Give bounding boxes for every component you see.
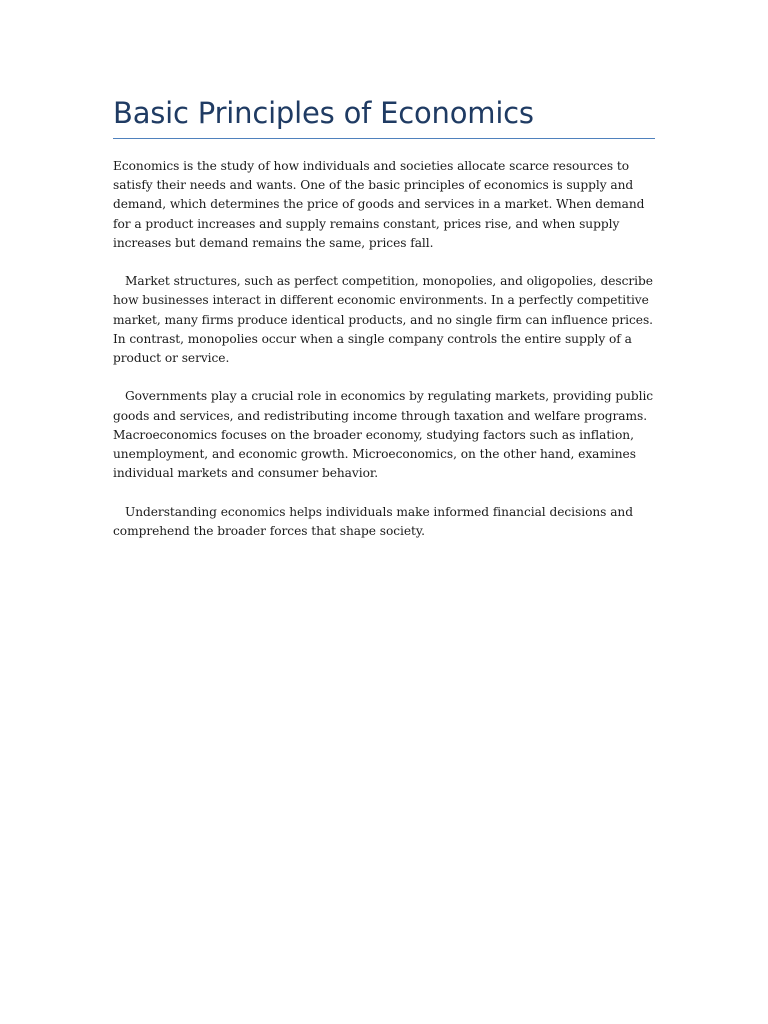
document-title: Basic Principles of Economics [113,96,534,130]
paragraph-conclusion: Understanding economics helps individuals make informed financial decisions and comprehend the broader forces that shape society. [113,504,633,538]
paragraph-intro: Economics is the study of how individuals and societies allocate scarce resources to satisfy their needs and wants. One of the basic principles of economics is supply and demand, which determines the price of goods and services in a market. When demand for a product increases and supply remains constant, prices rise, and when supply increases but demand remains the same, prices fall. [113,159,645,250]
title-underline-rule [113,138,655,139]
document-body [113,157,655,541]
document-content [113,92,655,560]
paragraph-market-structures: Market structures, such as perfect competition, monopolies, and oligopolies, describe how businesses interact in different economic environments. In a perfectly competitive market, many firms produce identical products, and no single firm can influence prices. In contrast, monopolies occur when a single company controls the entire supply of a product or service. [113,274,653,366]
paragraph-governments: Governments play a crucial role in economics by regulating markets, providing public goods and services, and redistributing income through taxation and welfare programs. Macroeconomics focuses on the broader economy, studying factors such as inflation, unemployment, and economic growth. Microeconomics, on the other hand, examines individual markets and consumer behavior. [113,389,654,481]
